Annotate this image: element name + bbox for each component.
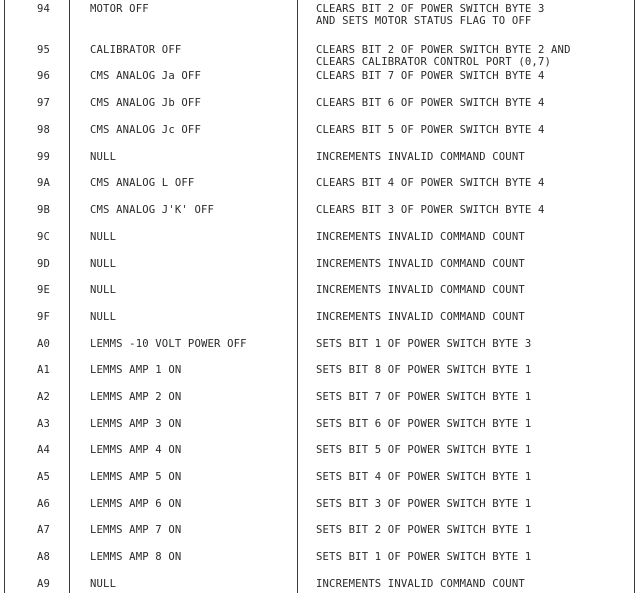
command-name: NULL xyxy=(90,284,117,296)
command-name: CALIBRATOR OFF xyxy=(90,44,182,56)
command-name: LEMMS AMP 5 ON xyxy=(90,471,182,483)
table-row xyxy=(0,258,640,284)
table-row xyxy=(0,391,640,417)
command-code: A2 xyxy=(37,391,51,403)
command-name: LEMMS AMP 8 ON xyxy=(90,551,182,563)
command-code: 9E xyxy=(37,284,51,296)
description-line: CLEARS BIT 7 OF POWER SWITCH BYTE 4 xyxy=(316,70,545,82)
command-code: 94 xyxy=(37,3,51,15)
command-code: A8 xyxy=(37,551,51,563)
command-code: A0 xyxy=(37,338,51,350)
table-row xyxy=(0,124,640,150)
command-code: A5 xyxy=(37,471,51,483)
command-code: 96 xyxy=(37,70,51,82)
command-name: CMS ANALOG Jb OFF xyxy=(90,97,201,109)
description-line: CLEARS BIT 2 OF POWER SWITCH BYTE 2 AND xyxy=(316,44,571,56)
command-name: NULL xyxy=(90,258,117,270)
table-row xyxy=(0,551,640,577)
command-name: MOTOR OFF xyxy=(90,3,149,15)
table-row xyxy=(0,231,640,257)
command-name: NULL xyxy=(90,578,117,590)
description-line: INCREMENTS INVALID COMMAND COUNT xyxy=(316,151,525,163)
table-row xyxy=(0,311,640,337)
command-name: LEMMS AMP 6 ON xyxy=(90,498,182,510)
command-description xyxy=(316,311,525,323)
description-line: CLEARS CALIBRATOR CONTROL PORT (0,7) xyxy=(316,56,552,68)
command-code: A3 xyxy=(37,418,51,430)
command-description xyxy=(316,364,531,376)
command-description xyxy=(316,97,544,109)
command-description xyxy=(316,498,531,510)
table-row xyxy=(0,578,640,604)
table-row xyxy=(0,444,640,470)
command-description xyxy=(316,524,531,536)
command-code: A4 xyxy=(37,444,51,456)
description-line: CLEARS BIT 4 OF POWER SWITCH BYTE 4 xyxy=(316,177,545,189)
description-line: SETS BIT 5 OF POWER SWITCH BYTE 1 xyxy=(316,444,532,456)
command-code: 9F xyxy=(37,311,51,323)
table-row xyxy=(0,471,640,497)
command-description xyxy=(316,258,525,270)
command-description xyxy=(316,471,531,483)
command-description xyxy=(316,177,544,189)
description-line: INCREMENTS INVALID COMMAND COUNT xyxy=(316,258,525,270)
description-line: INCREMENTS INVALID COMMAND COUNT xyxy=(316,284,525,296)
description-line: SETS BIT 2 OF POWER SWITCH BYTE 1 xyxy=(316,524,532,536)
command-code: 9B xyxy=(37,204,51,216)
command-name: LEMMS AMP 7 ON xyxy=(90,524,182,536)
command-name: LEMMS -10 VOLT POWER OFF xyxy=(90,338,247,350)
command-description xyxy=(316,204,544,216)
command-description xyxy=(316,70,544,82)
command-description xyxy=(316,578,525,590)
command-description xyxy=(316,338,531,350)
table-row xyxy=(0,204,640,230)
command-code: A6 xyxy=(37,498,51,510)
command-code: A9 xyxy=(37,578,51,590)
table-row xyxy=(0,44,640,70)
command-name: CMS ANALOG Ja OFF xyxy=(90,70,201,82)
command-code: A1 xyxy=(37,364,51,376)
command-name: CMS ANALOG J'K' OFF xyxy=(90,204,215,216)
command-name: LEMMS AMP 3 ON xyxy=(90,418,182,430)
table-row xyxy=(0,3,640,29)
command-name: LEMMS AMP 4 ON xyxy=(90,444,182,456)
description-line: INCREMENTS INVALID COMMAND COUNT xyxy=(316,311,525,323)
table-row xyxy=(0,177,640,203)
command-description xyxy=(316,124,544,136)
table-row xyxy=(0,284,640,310)
command-name: CMS ANALOG L OFF xyxy=(90,177,195,189)
command-code: A7 xyxy=(37,524,51,536)
description-line: SETS BIT 3 OF POWER SWITCH BYTE 1 xyxy=(316,498,532,510)
description-line: SETS BIT 1 OF POWER SWITCH BYTE 3 xyxy=(316,338,532,350)
command-description xyxy=(316,231,525,243)
description-line: AND SETS MOTOR STATUS FLAG TO OFF xyxy=(316,15,532,27)
description-line: SETS BIT 6 OF POWER SWITCH BYTE 1 xyxy=(316,418,532,430)
command-name: NULL xyxy=(90,151,117,163)
command-code: 9D xyxy=(37,258,51,270)
description-line: CLEARS BIT 5 OF POWER SWITCH BYTE 4 xyxy=(316,124,545,136)
description-line: CLEARS BIT 3 OF POWER SWITCH BYTE 4 xyxy=(316,204,545,216)
description-line: SETS BIT 4 OF POWER SWITCH BYTE 1 xyxy=(316,471,532,483)
command-name: NULL xyxy=(90,311,117,323)
command-code: 97 xyxy=(37,97,51,109)
command-description xyxy=(316,391,531,403)
command-code: 9A xyxy=(37,177,51,189)
command-name: NULL xyxy=(90,231,117,243)
description-line: CLEARS BIT 6 OF POWER SWITCH BYTE 4 xyxy=(316,97,545,109)
command-code: 95 xyxy=(37,44,51,56)
command-name: LEMMS AMP 2 ON xyxy=(90,391,182,403)
description-line: SETS BIT 1 OF POWER SWITCH BYTE 1 xyxy=(316,551,532,563)
command-description xyxy=(316,551,531,563)
description-line: SETS BIT 8 OF POWER SWITCH BYTE 1 xyxy=(316,364,532,376)
command-code: 99 xyxy=(37,151,51,163)
command-code: 98 xyxy=(37,124,51,136)
description-line: CLEARS BIT 2 OF POWER SWITCH BYTE 3 xyxy=(316,3,545,15)
table-row xyxy=(0,418,640,444)
table-row xyxy=(0,70,640,96)
table-row xyxy=(0,151,640,177)
table-row xyxy=(0,498,640,524)
command-description xyxy=(316,44,571,68)
table-row xyxy=(0,524,640,550)
command-name: LEMMS AMP 1 ON xyxy=(90,364,182,376)
description-line: SETS BIT 7 OF POWER SWITCH BYTE 1 xyxy=(316,391,532,403)
command-code: 9C xyxy=(37,231,51,243)
command-description xyxy=(316,418,531,430)
command-description xyxy=(316,151,525,163)
description-line: INCREMENTS INVALID COMMAND COUNT xyxy=(316,578,525,590)
description-line: INCREMENTS INVALID COMMAND COUNT xyxy=(316,231,525,243)
command-description xyxy=(316,3,544,27)
command-description xyxy=(316,284,525,296)
command-name: CMS ANALOG Jc OFF xyxy=(90,124,201,136)
table-row xyxy=(0,338,640,364)
table-row xyxy=(0,97,640,123)
command-description xyxy=(316,444,531,456)
table-row xyxy=(0,364,640,390)
